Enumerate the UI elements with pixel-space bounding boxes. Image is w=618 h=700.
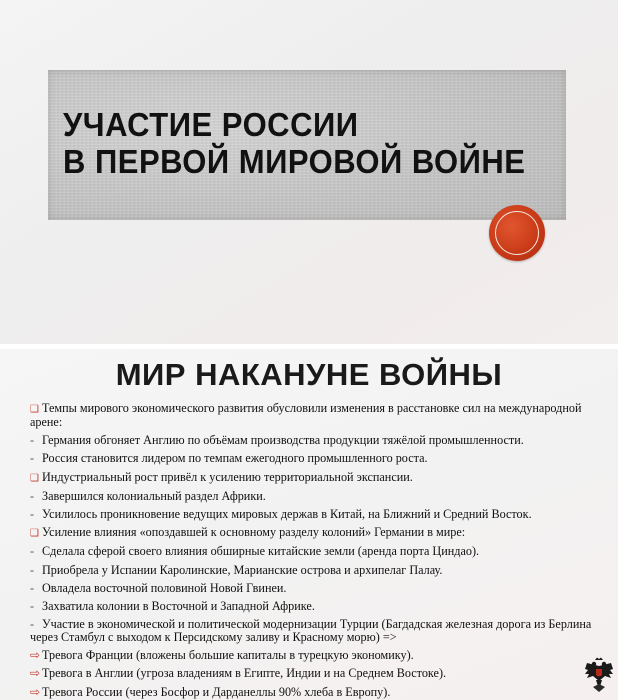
bullet-item (30, 490, 606, 503)
bullet-item (30, 686, 606, 699)
bullet-marker-dash-icon: - (30, 488, 35, 503)
bullet-text: Приобрела у Испании Каролинские, Марианские острова и архипелаг Палау. (42, 562, 443, 577)
title-slide (0, 0, 618, 344)
slide-title-line-1: УЧАСТИЕ РОССИИ (63, 106, 359, 144)
slide-title-line-2: В ПЕРВОЙ МИРОВОЙ ВОЙНЕ (63, 143, 526, 181)
bullet-item (30, 545, 606, 558)
bullet-text: Сделала сферой своего влияния обширные китайские земли (аренда порта Циндао). (42, 544, 480, 559)
bullet-text: Усиление влияния «опоздавшей к основному разделу колоний» Германии в мире: (42, 525, 466, 540)
bullet-item (30, 649, 606, 662)
bullet-text: Овладела восточной половиной Новой Гвинеи. (42, 580, 287, 595)
bullet-marker-arrow-icon: ⇨ (30, 684, 41, 699)
bullet-text: Тревога в Англии (угроза владениям в Египте, Индии и на Среднем Востоке). (42, 666, 447, 681)
bullet-item (30, 452, 606, 465)
bullet-marker-dash-icon: - (30, 544, 35, 559)
bullet-item (30, 582, 606, 595)
red-circle-icon (489, 205, 545, 261)
bullet-marker-arrow-icon: ⇨ (30, 666, 41, 681)
bullet-text: Участие в экономической и политической модернизации Турции (Багдадская железная дорога из Берлина через Стамбул с выходом к Персидскому заливу и Красному морю) => (30, 617, 592, 645)
bullet-marker-box-icon: ❑ (30, 472, 39, 484)
bullet-marker-dash-icon: - (30, 562, 35, 577)
bullet-text: Россия становится лидером по темпам ежегодного промышленного роста. (42, 451, 428, 466)
bullet-item (30, 526, 606, 540)
bullet-item (30, 434, 606, 447)
bullet-marker-dash-icon: - (30, 598, 35, 613)
bullet-marker-dash-icon: - (30, 617, 35, 632)
bullet-marker-dash-icon: - (30, 451, 35, 466)
bullet-text: Германия обгоняет Англию по объёмам производства продукции тяжёлой промышленности. (42, 433, 524, 448)
bullet-text: Усилилось проникновение ведущих мировых держав в Китай, на Ближний и Средний Восток. (42, 506, 532, 521)
bullet-item (30, 564, 606, 577)
bullet-text: Тревога России (через Босфор и Дарданеллы 90% хлеба в Европу). (42, 684, 391, 699)
bullet-text: Захватила колонии в Восточной и Западной Африке. (42, 598, 315, 613)
bullet-text: Темпы мирового экономического развития обусловили изменения в расстановке сил на международной арене: (30, 401, 582, 429)
bullet-item (30, 667, 606, 680)
content-slide (0, 349, 618, 700)
bullet-text: Тревога Франции (вложены большие капиталы в турецкую экономику). (42, 648, 414, 663)
bullet-marker-dash-icon: - (30, 580, 35, 595)
double-headed-eagle-icon (584, 657, 614, 693)
bullet-marker-dash-icon: - (30, 506, 35, 521)
bullet-item (30, 618, 606, 644)
bullet-text: Индустриальный рост привёл к усилению территориальной экспансии. (42, 469, 413, 484)
slide-heading: МИР НАКАНУНЕ ВОЙНЫ (115, 357, 503, 392)
bullet-item (30, 508, 606, 521)
bullet-item (30, 471, 606, 485)
bullet-marker-box-icon: ❑ (30, 404, 39, 415)
bullet-marker-box-icon: ❑ (30, 528, 39, 540)
bullet-item (30, 402, 606, 429)
bullet-item (30, 600, 606, 613)
bullet-text: Завершился колониальный раздел Африки. (42, 488, 266, 503)
bullet-marker-dash-icon: - (30, 433, 35, 448)
bullet-list (30, 402, 606, 700)
bullet-marker-arrow-icon: ⇨ (30, 648, 41, 663)
